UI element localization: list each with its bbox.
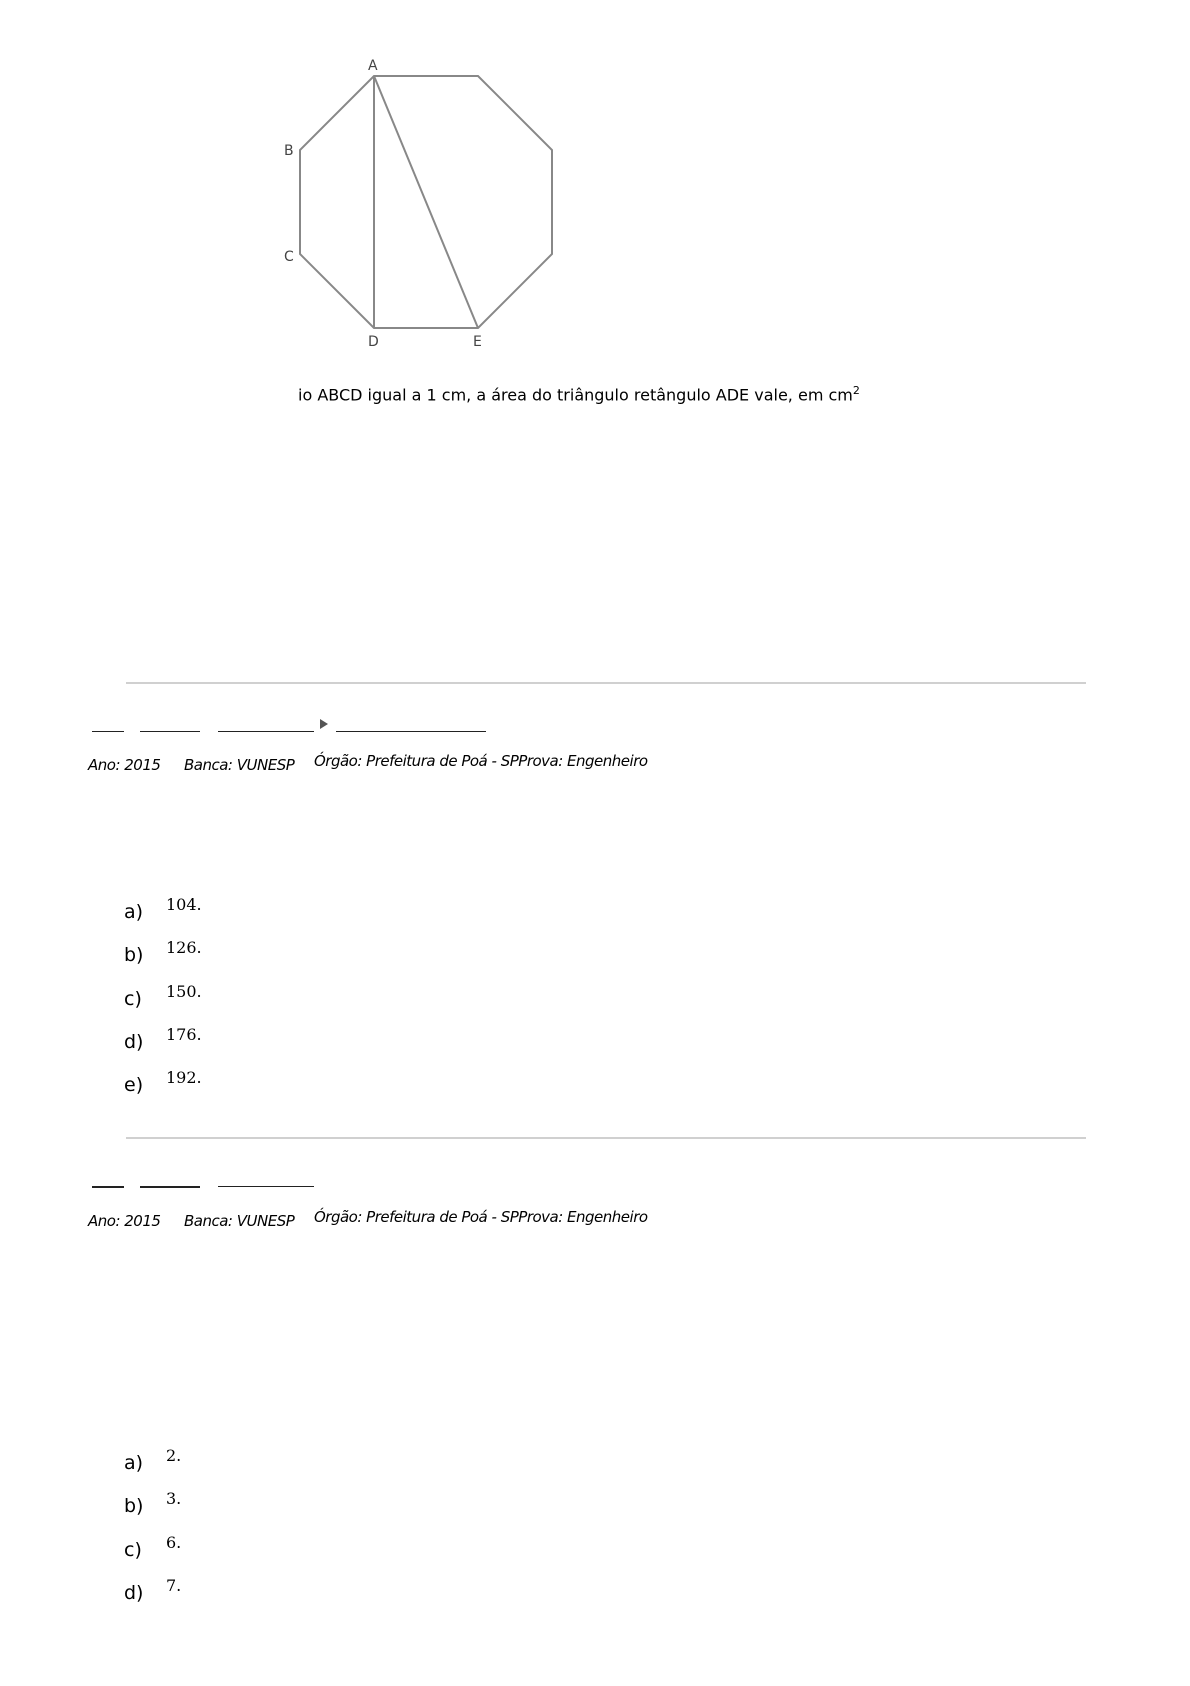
toolbar-link-2[interactable]	[140, 1186, 200, 1188]
option-letter: a)	[124, 901, 144, 923]
option-value: 104.	[166, 895, 202, 914]
section-divider	[126, 682, 1086, 684]
question-1-caption	[298, 384, 860, 404]
toolbar-link-3[interactable]	[218, 1186, 314, 1187]
option-letter: d)	[124, 1031, 144, 1053]
option-d[interactable]	[124, 1576, 524, 1616]
vertex-label-b: B	[284, 143, 294, 159]
option-letter: e)	[124, 1074, 144, 1096]
option-value: 6.	[166, 1533, 182, 1552]
vertex-label-c: C	[284, 249, 294, 265]
toolbar-link-2[interactable]	[140, 731, 200, 732]
option-letter: d)	[124, 1582, 144, 1604]
meta-orgao: Órgão: Prefeitura de Poá - SPProva: Engenheiro	[314, 752, 648, 770]
question-3-toolbar	[90, 1168, 510, 1188]
toolbar-link-3[interactable]	[218, 731, 314, 732]
option-value: 2.	[166, 1446, 182, 1465]
option-letter: b)	[124, 1495, 144, 1517]
question-2-meta	[88, 752, 648, 776]
diagonal-ae	[374, 76, 478, 328]
octagon-figure	[270, 56, 570, 356]
toolbar-link-1[interactable]	[92, 731, 124, 732]
toolbar-link-4[interactable]	[336, 731, 486, 732]
option-letter: b)	[124, 944, 144, 966]
section-divider	[126, 1137, 1086, 1139]
question-3-meta	[88, 1208, 648, 1232]
meta-banca: Banca: VUNESP	[184, 756, 295, 774]
option-d[interactable]	[124, 1025, 524, 1065]
toolbar-link-1[interactable]	[92, 1186, 124, 1188]
meta-ano: Ano: 2015	[88, 756, 161, 774]
option-a[interactable]	[124, 895, 524, 935]
question-2-toolbar	[90, 713, 510, 733]
vertex-label-a: A	[368, 58, 378, 74]
question-1-caption-superscript: 2	[852, 384, 860, 397]
option-letter: a)	[124, 1452, 144, 1474]
option-value: 7.	[166, 1576, 182, 1595]
option-e[interactable]	[124, 1068, 524, 1108]
option-c[interactable]	[124, 982, 524, 1022]
question-1-caption-text: io ABCD igual a 1 cm, a área do triângulo retângulo ADE vale, em cm	[298, 385, 853, 405]
meta-ano: Ano: 2015	[88, 1212, 161, 1230]
option-c[interactable]	[124, 1533, 524, 1573]
option-value: 126.	[166, 938, 202, 957]
option-b[interactable]	[124, 1489, 524, 1529]
option-value: 3.	[166, 1489, 182, 1508]
option-letter: c)	[124, 988, 142, 1010]
play-icon[interactable]	[320, 719, 328, 729]
meta-orgao: Órgão: Prefeitura de Poá - SPProva: Engenheiro	[314, 1208, 648, 1226]
vertex-label-e: E	[473, 334, 482, 350]
option-value: 150.	[166, 982, 202, 1001]
meta-banca: Banca: VUNESP	[184, 1212, 295, 1230]
option-b[interactable]	[124, 938, 524, 978]
option-value: 192.	[166, 1068, 202, 1087]
option-letter: c)	[124, 1539, 142, 1561]
option-value: 176.	[166, 1025, 202, 1044]
option-a[interactable]	[124, 1446, 524, 1486]
vertex-label-d: D	[368, 334, 379, 350]
